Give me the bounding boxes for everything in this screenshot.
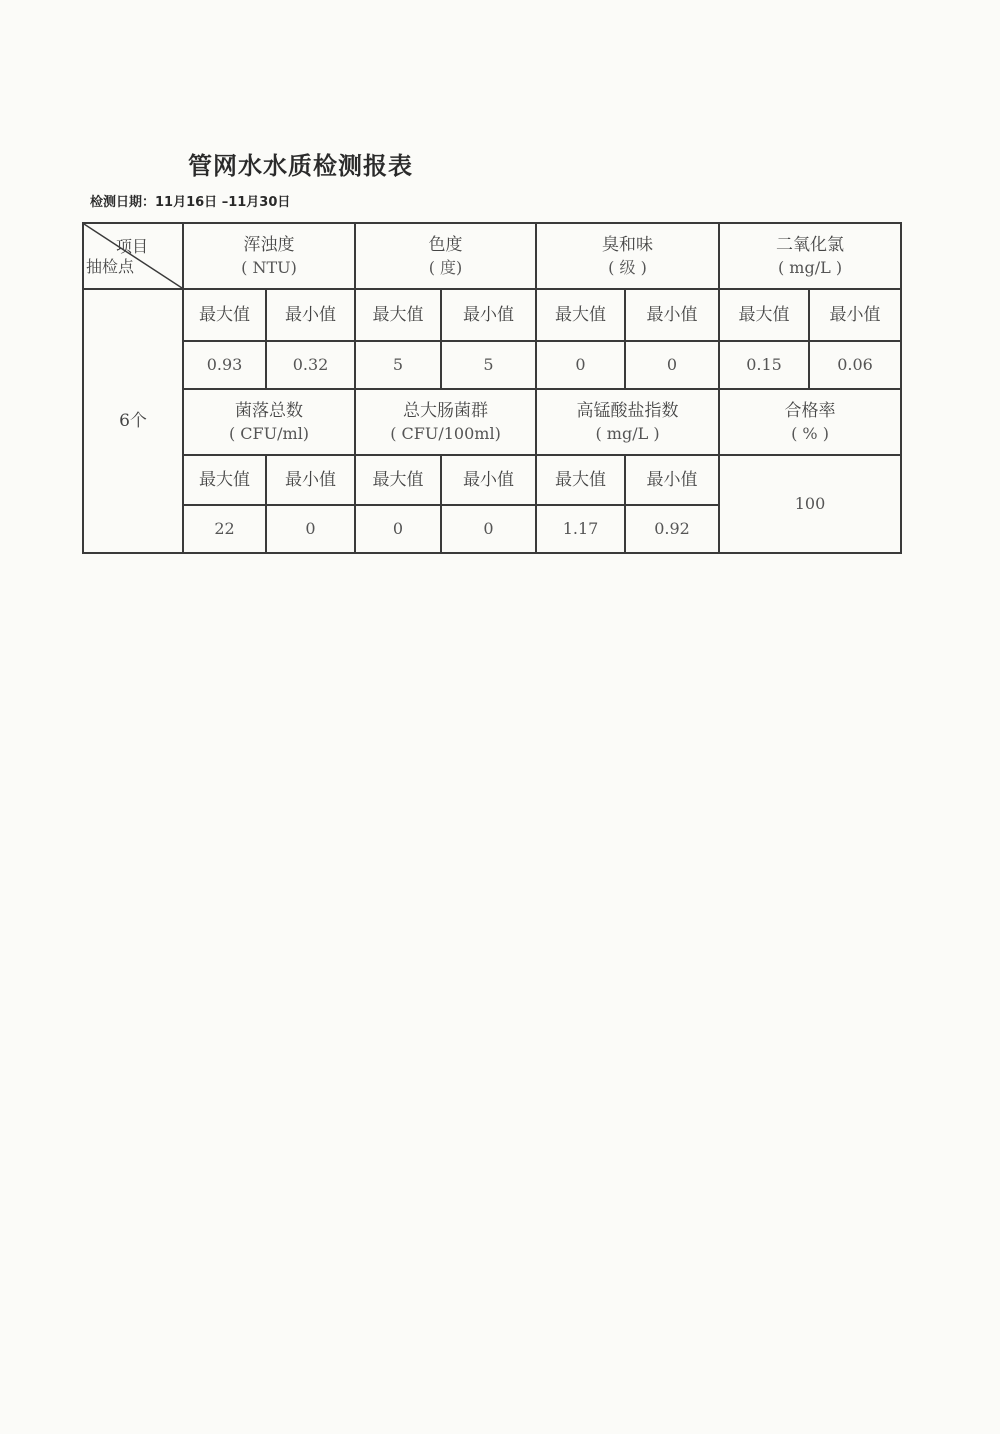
value-cell: 0 <box>355 505 441 553</box>
value-cell: 0 <box>266 505 355 553</box>
value-cell: 0.32 <box>266 341 355 389</box>
min-label: 最小值 <box>441 455 536 505</box>
header-color <box>355 223 536 289</box>
corner-sample-label: 抽检点 <box>86 257 135 277</box>
param-unit: ( mg/L ) <box>595 423 660 443</box>
param-name: 合格率 <box>784 400 836 421</box>
value-cell: 0.15 <box>719 341 809 389</box>
min-label: 最小值 <box>266 289 355 341</box>
min-label: 最小值 <box>441 289 536 341</box>
param-unit: ( % ) <box>791 423 829 443</box>
value-cell: 0.93 <box>183 341 266 389</box>
water-quality-table <box>82 222 902 554</box>
max-label: 最大值 <box>183 455 266 505</box>
max-label: 最大值 <box>536 289 625 341</box>
value-cell: 0.06 <box>809 341 901 389</box>
value-cell: 0 <box>536 341 625 389</box>
inspection-date: 检测日期：11月16日 –11月30日 <box>90 195 291 210</box>
value-cell: 0 <box>441 505 536 553</box>
param-name: 浑浊度 <box>243 234 295 255</box>
min-label: 最小值 <box>625 289 719 341</box>
header-colony-count <box>183 389 355 455</box>
param-unit: ( CFU/100ml) <box>390 423 501 443</box>
value-cell: 0 <box>625 341 719 389</box>
max-label: 最大值 <box>355 289 441 341</box>
value-cell: 22 <box>183 505 266 553</box>
header-total-coliform <box>355 389 536 455</box>
max-label: 最大值 <box>536 455 625 505</box>
param-name: 臭和味 <box>602 234 654 255</box>
param-unit: ( 度) <box>428 257 463 277</box>
param-name: 二氧化氯 <box>776 234 845 255</box>
max-label: 最大值 <box>355 455 441 505</box>
param-name: 菌落总数 <box>235 400 303 421</box>
min-label: 最小值 <box>266 455 355 505</box>
value-cell: 5 <box>355 341 441 389</box>
header-turbidity <box>183 223 355 289</box>
param-unit: ( 级 ) <box>608 257 647 277</box>
max-label: 最大值 <box>719 289 809 341</box>
header-permanganate-index <box>536 389 719 455</box>
report-title: 管网水水质检测报表 <box>188 151 413 180</box>
header-odor <box>536 223 719 289</box>
corner-item-label: 项目 <box>115 237 148 256</box>
param-name: 总大肠菌群 <box>403 400 489 421</box>
header-pass-rate <box>719 389 901 455</box>
min-label: 最小值 <box>625 455 719 505</box>
value-cell: 0.92 <box>625 505 719 553</box>
max-label: 最大值 <box>183 289 266 341</box>
header-chlorine-dioxide <box>719 223 901 289</box>
value-cell: 1.17 <box>536 505 625 553</box>
min-label: 最小值 <box>809 289 901 341</box>
corner-header-cell <box>83 223 183 289</box>
value-cell: 5 <box>441 341 536 389</box>
pass-rate-value: 100 <box>719 455 901 553</box>
param-unit: ( NTU) <box>241 257 297 277</box>
param-unit: ( CFU/ml) <box>228 423 310 443</box>
sample-count-cell: 6个 <box>83 289 183 553</box>
param-unit: ( mg/L ) <box>777 257 843 277</box>
param-name: 色度 <box>428 234 463 255</box>
param-name: 高锰酸盐指数 <box>576 400 679 421</box>
